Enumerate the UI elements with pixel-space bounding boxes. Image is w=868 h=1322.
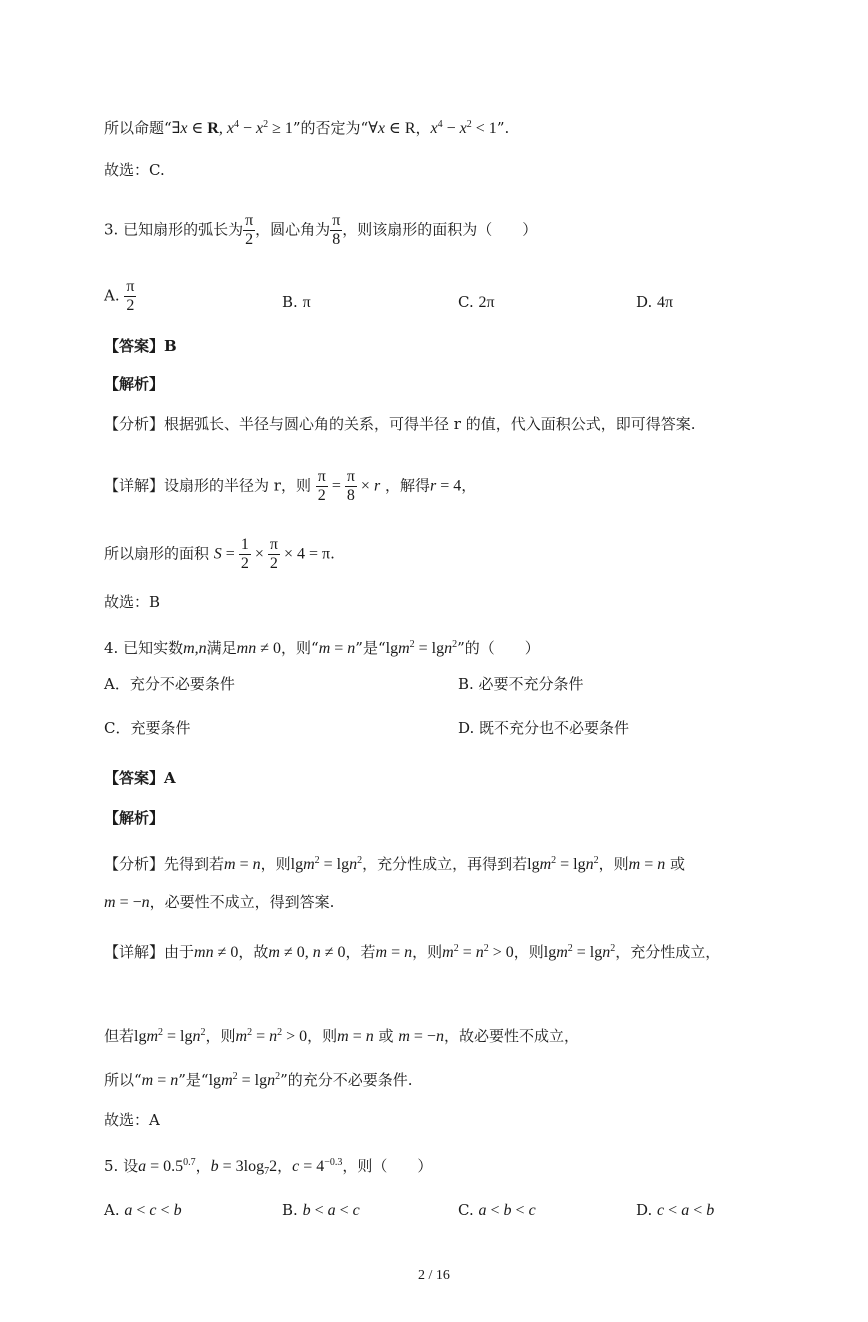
q4-jiexi-heading: 【解析】: [104, 809, 165, 827]
q5-option-c: C. a < b < c: [458, 1201, 536, 1219]
page-number: 2 / 16: [418, 1268, 450, 1283]
q3-analysis: 【分析】根据弧长、半径与圆心角的关系，可得半径 r 的值，代入面积公式，即可得答案.: [104, 415, 696, 433]
q3-jiexi-heading: 【解析】: [104, 375, 165, 393]
q4-option-a: A．充分不必要条件: [104, 675, 235, 693]
question-4-stem: 4. 已知实数m,n满足mn ≠ 0，则“m = n”是“lgm$^2$ = lgn$^2$”的（ ）: [104, 639, 540, 657]
q3-detail: 【详解】设扇形的半径为 r，则 $\frac{\pi}{2}$ = $\frac{\pi}{8}$ × r ，解得r = 4，: [104, 468, 477, 504]
q3-select: 故选：B: [104, 593, 161, 611]
q3-answer: 【答案】B: [104, 337, 177, 355]
q4-option-b: B. 必要不充分条件: [458, 675, 584, 693]
q4-conclusion: 所以“m = n”是“lgm$^2$ = lgn$^2$”的充分不必要条件.: [104, 1071, 413, 1089]
q4-option-d: D. 既不充分也不必要条件: [458, 719, 630, 737]
q3-option-b: B. π: [282, 293, 311, 311]
q4-answer: 【答案】A: [104, 769, 176, 787]
q4-detail-line2: 但若lgm$^2$ = lgn$^2$，则$m^2 = n^2 > 0$，则m = n 或 m = −n，故必要性不成立，: [104, 1027, 579, 1045]
question-5-stem: 5. 设$a = 0.5^{0.7}$，$b = 3\log_72$，$c = 4^{-0.3}$，则（ ）: [104, 1157, 433, 1177]
q3-option-a: A. $\frac{\pi}{2}$: [104, 278, 135, 314]
negation-statement: 所以命题“∃x ∈ R, $x^4 - x^2 \ge 1$”的否定为“∀x ∈ R，$x^4 - x^2 < 1$”.: [104, 119, 510, 137]
q5-option-d: D. c < a < b: [636, 1201, 715, 1219]
q5-option-a: A. a < c < b: [104, 1201, 182, 1219]
q4-analysis-line2: m = −n，必要性不成立，得到答案.: [104, 893, 335, 911]
q4-select: 故选：A: [104, 1111, 160, 1129]
q3-option-d: D. 4π: [636, 293, 674, 311]
q3-area-formula: 所以扇形的面积 S = $\frac{1}{2}$ × $\frac{\pi}{2}$ × 4 = π.: [104, 536, 335, 572]
select-answer-c: 故选：C.: [104, 161, 165, 179]
q5-option-b: B. b < a < c: [282, 1201, 360, 1219]
question-3-stem: 3. 已知扇形的弧长为 $\frac{\pi}{2}$ ，圆心角为 $\frac{\pi}{8}$ ，则该扇形的面积为（ ）: [104, 212, 538, 248]
q4-detail-line1: 【详解】由于mn ≠ 0，故m ≠ 0, n ≠ 0，若m = n，则$m^2 = n^2 > 0$，则lgm$^2$ = lgn$^2$，充分性成立，: [104, 943, 721, 961]
q3-option-c: C. 2π: [458, 293, 495, 311]
q4-analysis-line1: 【分析】先得到若m = n，则lgm$^2$ = lgn$^2$，充分性成立，再得到若lgm$^2$ = lgn$^2$，则m = n 或: [104, 855, 686, 873]
q4-option-c: C．充要条件: [104, 719, 191, 737]
